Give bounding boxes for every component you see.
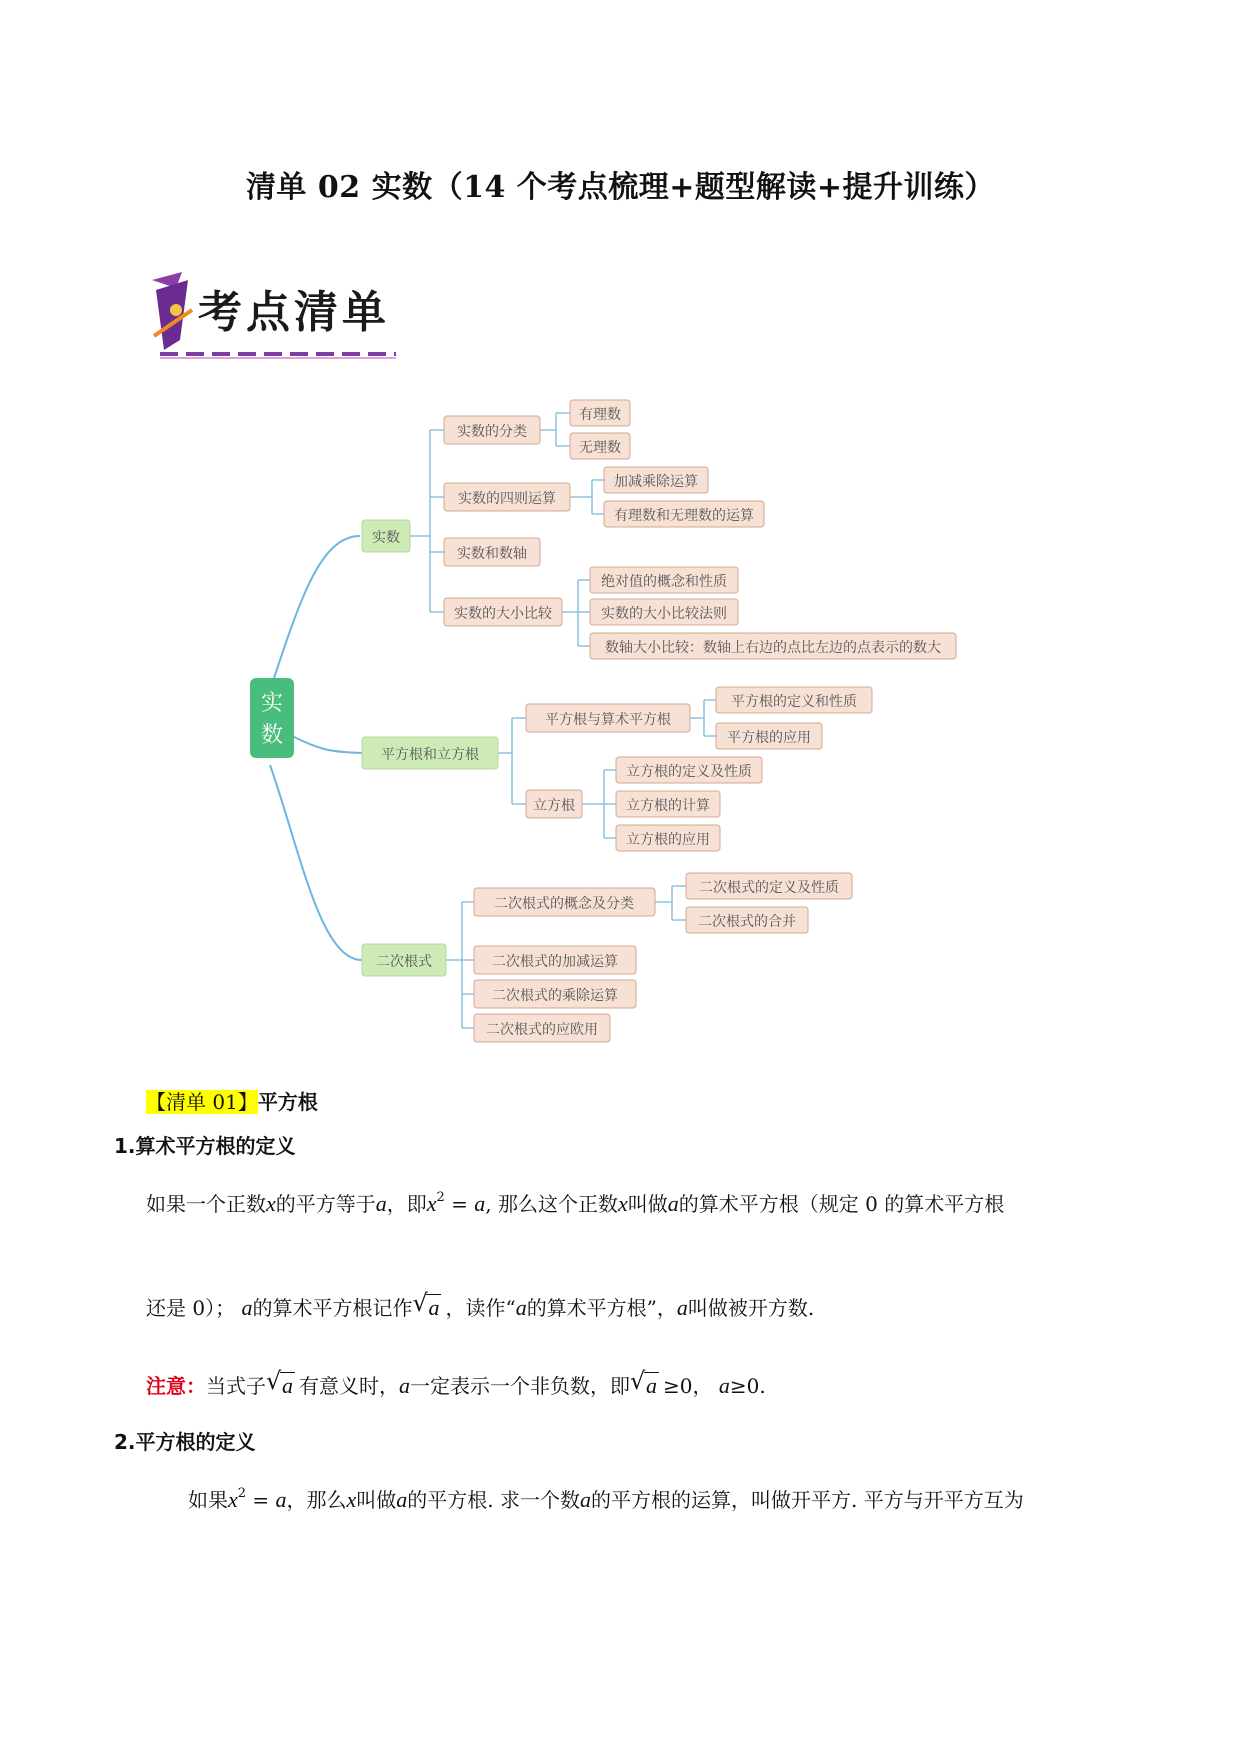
branch-node-shishu bbox=[362, 520, 410, 552]
branch-node-ercigenshi bbox=[362, 944, 446, 976]
svg-text:二次根式的加减运算: 二次根式的加减运算 bbox=[492, 954, 618, 970]
sqrt-symbol: √ a bbox=[412, 1289, 440, 1320]
sqrt-symbol: √ a bbox=[266, 1367, 293, 1398]
connector-line bbox=[655, 886, 686, 920]
svg-text:实数的大小比较法则: 实数的大小比较法则 bbox=[601, 606, 727, 622]
svg-text:平方根的定义和性质: 平方根的定义和性质 bbox=[731, 694, 857, 710]
leaf-node bbox=[716, 723, 822, 749]
leaf-node bbox=[570, 400, 630, 426]
topic-node bbox=[474, 888, 655, 916]
sqrt-symbol: √ a bbox=[630, 1367, 657, 1398]
svg-text:实数的四则运算: 实数的四则运算 bbox=[458, 491, 556, 507]
mind-map bbox=[0, 380, 1241, 1070]
topic-node bbox=[444, 416, 540, 444]
subheading-1: 1.算术平方根的定义 bbox=[114, 1134, 296, 1158]
root-label: 实 bbox=[260, 691, 284, 716]
svg-text:二次根式的合并: 二次根式的合并 bbox=[698, 914, 796, 930]
note-label: 注意： bbox=[146, 1374, 206, 1398]
svg-text:平方根的应用: 平方根的应用 bbox=[727, 730, 811, 746]
topic-node bbox=[444, 483, 570, 511]
logo-text: 考点清单 bbox=[198, 287, 390, 338]
connector-line bbox=[270, 536, 360, 690]
connector-line bbox=[562, 580, 590, 646]
topic-node bbox=[444, 598, 562, 626]
leaf-node bbox=[590, 633, 956, 659]
connector-line bbox=[690, 700, 716, 736]
leaf-node bbox=[616, 825, 720, 851]
svg-text:有理数: 有理数 bbox=[579, 407, 621, 423]
leaf-node bbox=[604, 467, 708, 493]
branch-node-pingfanggen bbox=[362, 737, 498, 769]
topic-node bbox=[526, 704, 690, 732]
svg-text:二次根式的定义及性质: 二次根式的定义及性质 bbox=[699, 880, 839, 896]
kaodian-qingdan-logo bbox=[146, 270, 406, 362]
svg-text:立方根的应用: 立方根的应用 bbox=[626, 832, 710, 848]
leaf-node bbox=[570, 433, 630, 459]
topic-node bbox=[474, 946, 636, 974]
connector-line bbox=[270, 765, 362, 960]
svg-text:平方根和立方根: 平方根和立方根 bbox=[381, 747, 479, 763]
page-title: 清单 02 实数（14 个考点梳理+题型解读+提升训练） bbox=[245, 170, 996, 205]
svg-text:实数的分类: 实数的分类 bbox=[457, 424, 527, 440]
leaf-node bbox=[590, 599, 738, 625]
connector-line bbox=[498, 718, 526, 804]
svg-text:立方根: 立方根 bbox=[533, 798, 575, 814]
square-root-definition: 如果$x^2 = a$，那么x叫做a的平方根. 求一个数a的平方根的运算，叫做开平方. 平方与开平方互为 bbox=[188, 1486, 1024, 1512]
svg-text:立方根的定义及性质: 立方根的定义及性质 bbox=[626, 764, 752, 780]
leaf-node bbox=[590, 567, 738, 593]
section-title: 平方根 bbox=[257, 1090, 318, 1114]
svg-text:绝对值的概念和性质: 绝对值的概念和性质 bbox=[601, 574, 727, 590]
topic-node bbox=[474, 980, 636, 1008]
svg-text:立方根的计算: 立方根的计算 bbox=[626, 798, 710, 814]
topic-node bbox=[474, 1014, 610, 1042]
svg-text:数轴大小比较：数轴上右边的点比左边的点表示的数大: 数轴大小比较：数轴上右边的点比左边的点表示的数大 bbox=[605, 640, 941, 656]
section-tag-highlight: 【清单 01】 bbox=[146, 1090, 258, 1114]
svg-text:二次根式的乘除运算: 二次根式的乘除运算 bbox=[492, 988, 618, 1004]
leaf-node bbox=[616, 791, 720, 817]
svg-text:有理数和无理数的运算: 有理数和无理数的运算 bbox=[614, 508, 754, 524]
svg-text:平方根与算术平方根: 平方根与算术平方根 bbox=[545, 712, 671, 728]
svg-text:实数的大小比较: 实数的大小比较 bbox=[454, 606, 552, 622]
definition-line-1: 如果一个正数x的平方等于a，即$x^2 = a$, 那么这个正数x叫做a的算术平方根（规定 0 的算术平方根 bbox=[146, 1190, 1005, 1216]
svg-text:二次根式: 二次根式 bbox=[376, 954, 432, 970]
leaf-node bbox=[686, 873, 852, 899]
connector-line bbox=[582, 770, 616, 838]
topic-node bbox=[526, 790, 582, 818]
svg-text:实数: 实数 bbox=[372, 530, 400, 546]
leaf-node bbox=[604, 501, 764, 527]
svg-text:二次根式的应欧用: 二次根式的应欧用 bbox=[486, 1022, 598, 1038]
leaf-node bbox=[616, 757, 762, 783]
topic-node bbox=[444, 538, 540, 566]
subheading-2: 2.平方根的定义 bbox=[114, 1430, 256, 1454]
connector-line bbox=[540, 413, 570, 446]
connector-line bbox=[290, 735, 362, 753]
definition-line-2: 还是 0）； a的算术平方根记作 √ a ，读作“a的算术平方根”，a叫做被开方数. bbox=[146, 1289, 815, 1320]
section-heading bbox=[146, 1086, 318, 1115]
leaf-node bbox=[716, 687, 872, 713]
svg-text:二次根式的概念及分类: 二次根式的概念及分类 bbox=[494, 896, 634, 912]
svg-text:实数和数轴: 实数和数轴 bbox=[457, 546, 527, 562]
svg-text:加减乘除运算: 加减乘除运算 bbox=[614, 474, 698, 490]
note-line: 注意：当式子 √ a 有意义时，a一定表示一个非负数，即 √ a ≥0， a≥0. bbox=[146, 1367, 766, 1398]
connector-line bbox=[570, 480, 604, 514]
connector-line bbox=[410, 430, 444, 612]
connector-line bbox=[446, 902, 474, 1028]
leaf-node bbox=[686, 907, 808, 933]
root-label: 数 bbox=[260, 723, 284, 748]
svg-text:无理数: 无理数 bbox=[579, 440, 621, 456]
